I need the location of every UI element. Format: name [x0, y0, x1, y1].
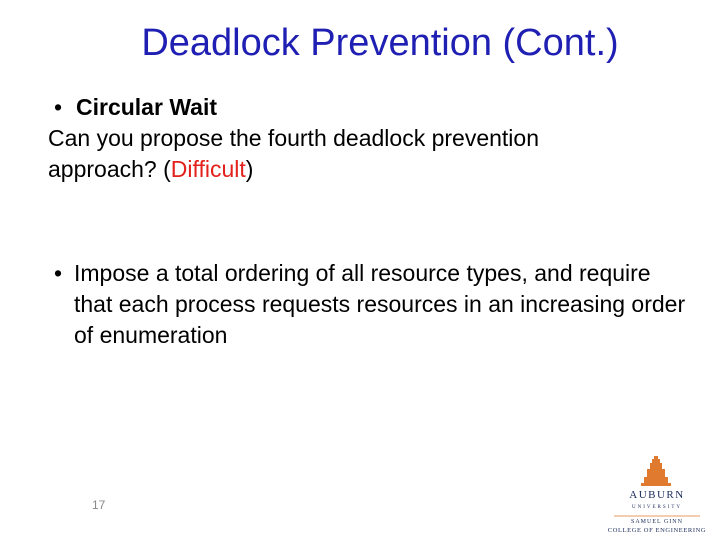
question-suffix: ): [245, 156, 254, 182]
bullet-circular-wait: [48, 92, 688, 185]
auburn-logo: [600, 452, 714, 536]
bullet-marker: •: [54, 94, 63, 120]
logo-line2: COLLEGE OF ENGINEERING: [607, 527, 707, 534]
question-line-1: Can you propose the fourth deadlock prevention: [48, 125, 539, 151]
difficulty-highlight: Difficult: [170, 156, 246, 182]
logo-line1: SAMUEL GINN: [631, 519, 683, 525]
page-number: 17: [92, 498, 106, 512]
bullet-heading: Circular Wait: [76, 94, 218, 120]
slide-title: Deadlock Prevention (Cont.): [141, 22, 619, 64]
auburn-tower-icon: [641, 456, 671, 486]
bullet-marker: •: [54, 260, 63, 286]
bullet-row: [48, 258, 688, 351]
logo-sub: UNIVERSITY: [632, 505, 682, 510]
bullet-heading-line: [48, 92, 688, 123]
question-prefix: approach? (: [48, 156, 171, 182]
bullet-text: Impose a total ordering of all resource types, and require that each process requests resources in an increasing order of enumeration: [74, 260, 686, 348]
question-line-2: [48, 154, 688, 185]
logo-name: AUBURN: [629, 489, 685, 501]
bullet-total-ordering: [48, 258, 688, 351]
